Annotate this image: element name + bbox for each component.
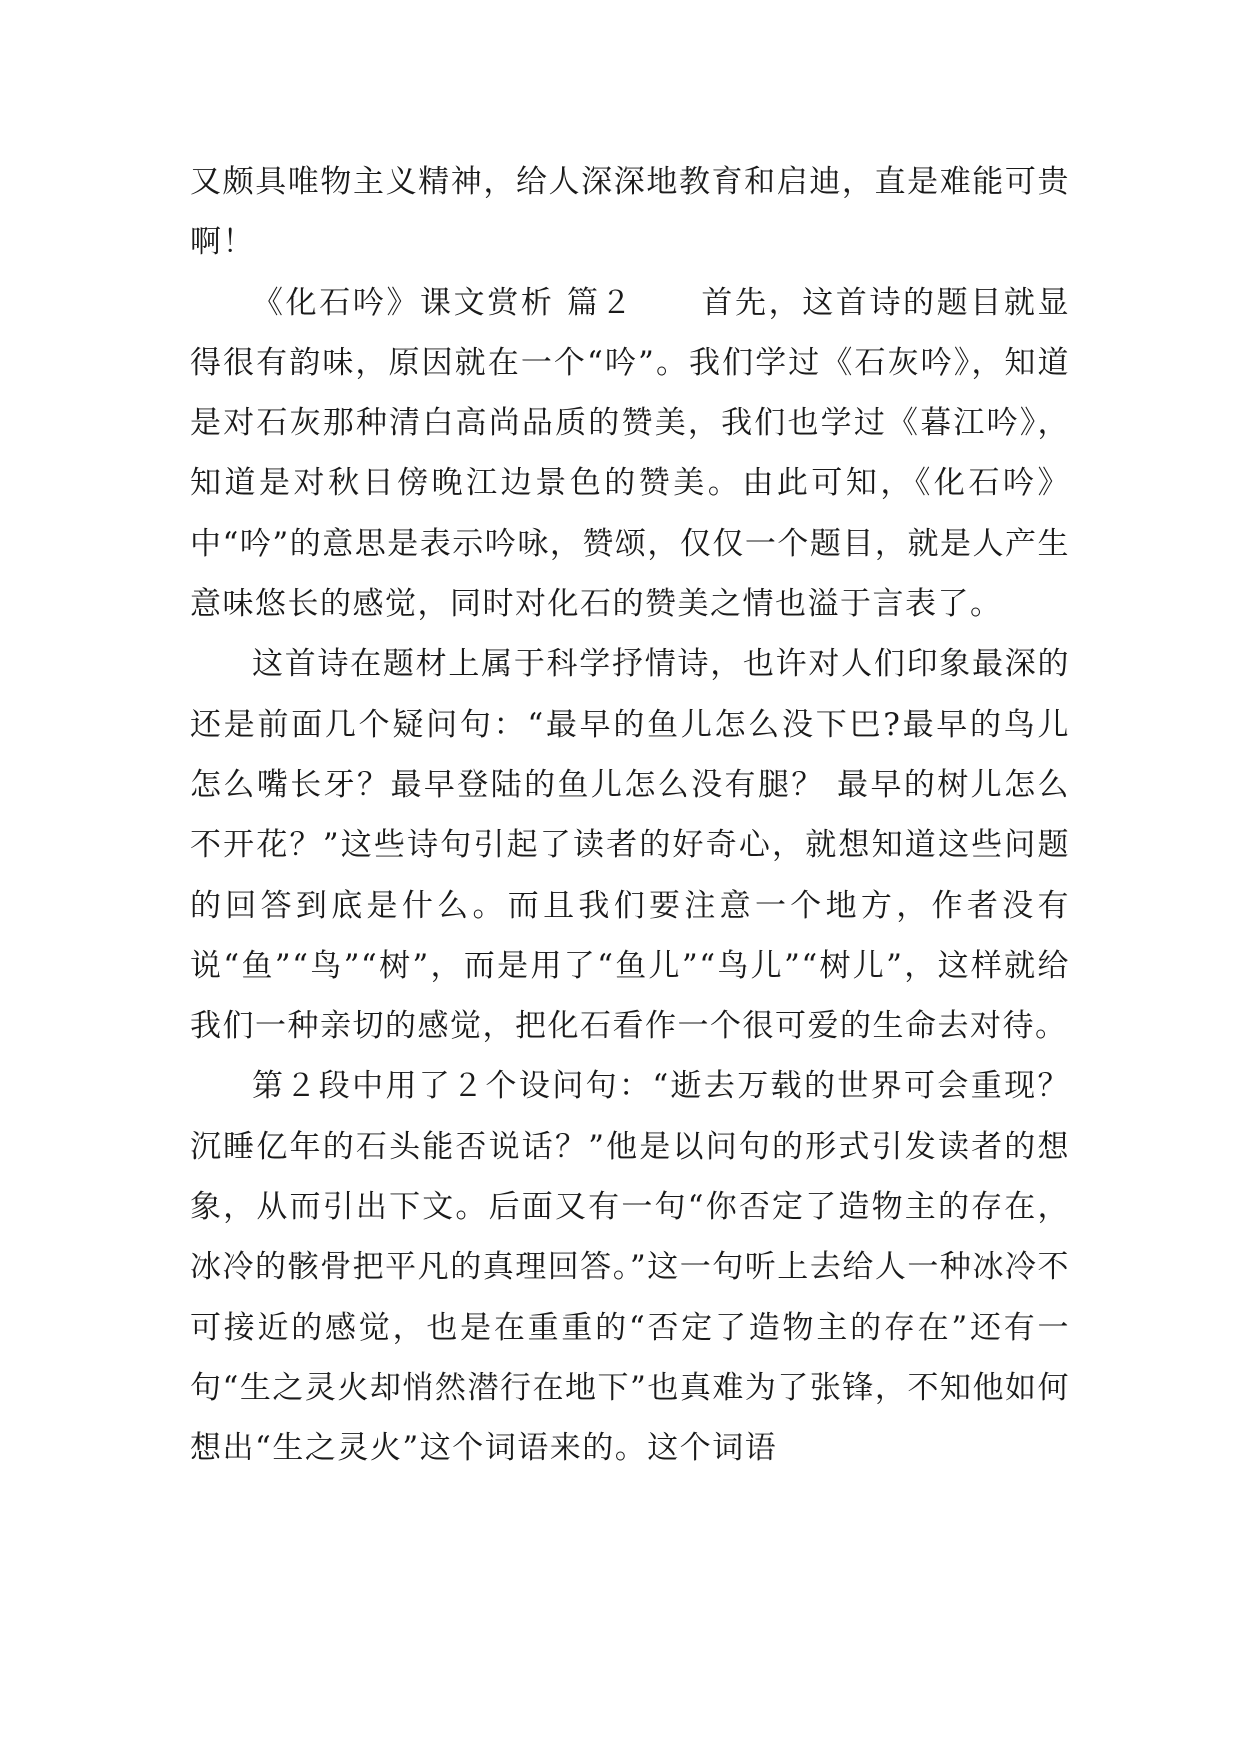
paragraph-continuation: 又颇具唯物主义精神，给人深深地教育和启迪，直是难能可贵啊！ <box>190 164 1070 261</box>
paragraph-section-2-intro: 《化石吟》课文赏析 篇２ 首先，这首诗的题目就显得很有韵味，原因就在一个“吟”。我们学过《石灰吟》，知道是对石灰那种清白高尚品质的赞美，我们也学过《暮江吟》，知道是对秋日傍晚江边景色的赞美。由此可知，《化石吟》中“吟”的意思是表示吟咏，赞颂，仅仅一个题目，就是人产生意味悠长的感觉，同时对化石的赞美之情也溢于言表了。 <box>190 284 1070 623</box>
paragraph-questions: 这首诗在题材上属于科学抒情诗，也许对人们印象最深的还是前面几个疑问句：“最早的鱼儿怎么没下巴?最早的鸟儿怎么嘴长牙？最早登陆的鱼儿怎么没有腿？ 最早的树儿怎么不开花？”这些诗句引起了读者的好奇心，就想知道这些问题的回答到底是什么。而且我们要注意一个地方，作者没有说“鱼”“鸟”“树”，而是用了“鱼儿”“鸟儿”“树儿”，这样就给我们一种亲切的感觉，把化石看作一个很可爱的生命去对待。 <box>190 646 1070 1045</box>
document-body <box>190 152 1070 1479</box>
paragraph-section-2-analysis: 第２段中用了２个设问句：“逝去万载的世界可会重现？沉睡亿年的石头能否说话？”他是以问句的形式引发读者的想象，从而引出下文。后面又有一句“你否定了造物主的存在，冰冷的骸骨把平凡的真理回答。”这一句听上去给人一种冰冷不可接近的感觉，也是在重重的“否定了造物主的存在”还有一句“生之灵火却悄然潜行在地下”也真难为了张锋，不知他如何想出“生之灵火”这个词语来的。这个词语 <box>190 1068 1070 1467</box>
